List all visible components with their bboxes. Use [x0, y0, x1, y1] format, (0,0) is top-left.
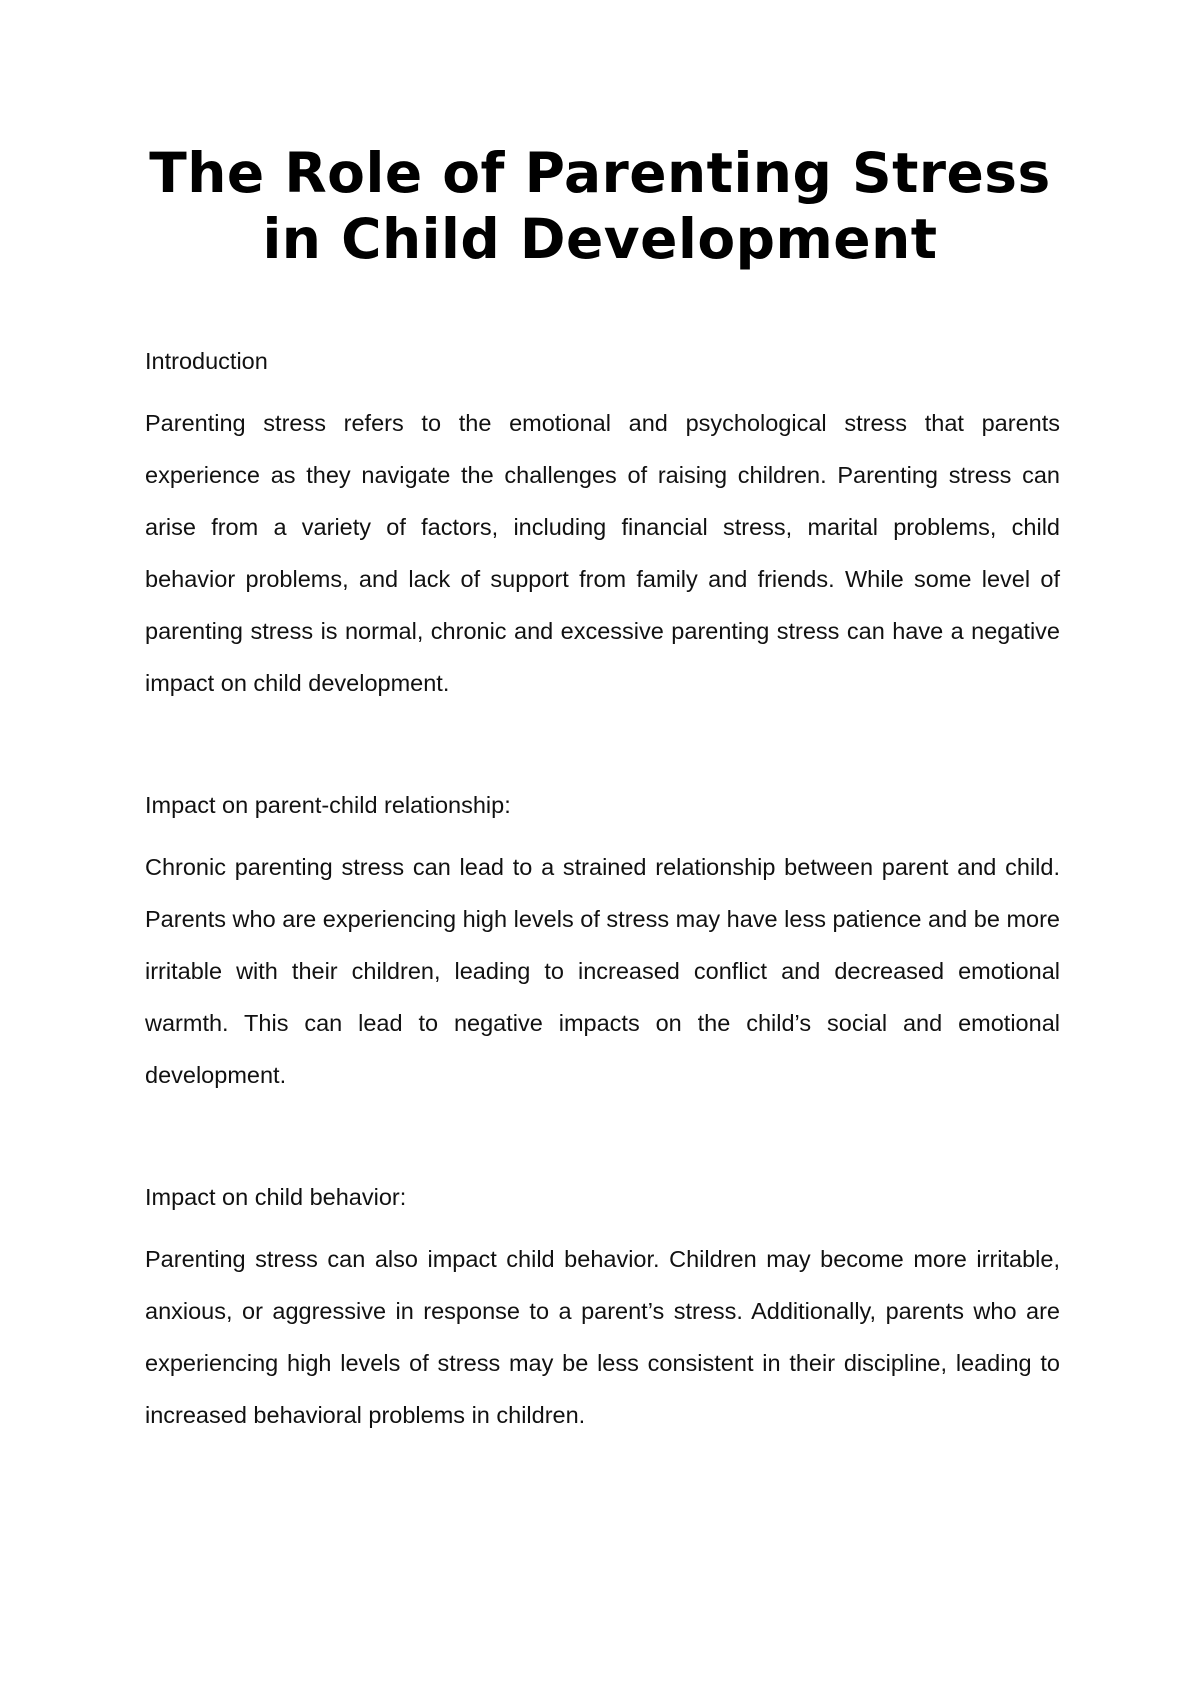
document-title: [120, 140, 1080, 272]
section-heading-introduction: Introduction: [145, 348, 268, 374]
document-body: [145, 345, 1060, 1441]
section-paragraph-parent-child-relationship: Chronic parenting stress can lead to a strained relationship between parent and child. Parents who are experiencing high levels of stress may have less patience and be more irritable with their children, leading to increased conflict and decreased emotional warmth. This can lead to negative impacts on the child’s social and emotional development.: [145, 854, 1060, 1088]
section-paragraph-child-behavior: Parenting stress can also impact child behavior. Children may become more irritable, anxious, or aggressive in response to a parent’s stress. Additionally, parents who are experiencing high levels of stress may be less consistent in their discipline, leading to increased behavioral problems in children.: [145, 1246, 1060, 1428]
section-paragraph-introduction: Parenting stress refers to the emotional and psychological stress that parents experience as they navigate the challenges of raising children. Parenting stress can arise from a variety of factors, including financial stress, marital problems, child behavior problems, and lack of support from family and friends. While some level of parenting stress is normal, chronic and excessive parenting stress can have a negative impact on child development.: [145, 410, 1060, 696]
section-heading-parent-child-relationship: Impact on parent-child relationship:: [145, 792, 511, 818]
title-line-1: The Role of Parenting Stress: [149, 141, 1051, 205]
title-line-2: in Child Development: [262, 207, 938, 271]
section-heading-child-behavior: Impact on child behavior:: [145, 1184, 407, 1210]
